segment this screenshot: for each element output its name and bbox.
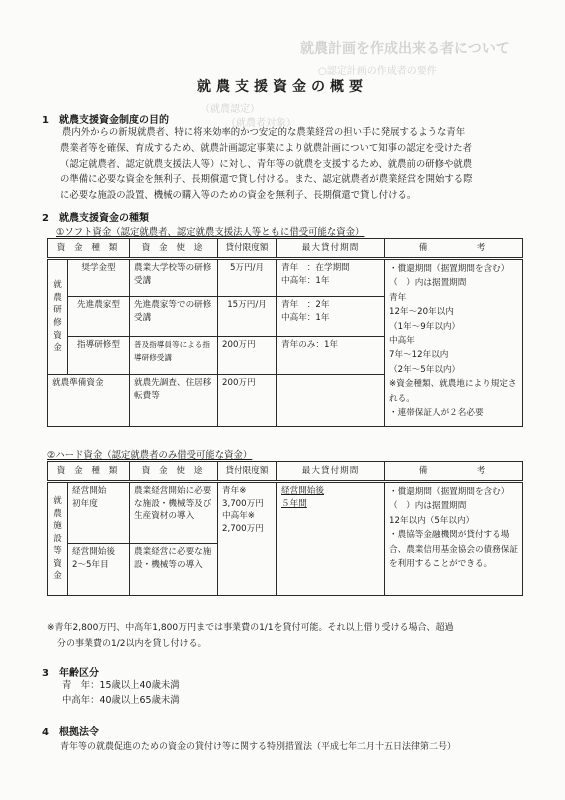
header-max-period: 最大貸付期間 [277,239,385,259]
bleed-through-heading: 就農計画を作成出来る者について [300,41,510,57]
table-row [48,482,523,544]
header-remarks: 備 考 [385,462,523,482]
fund-limit: 青年※ 3,700万円 中高年※ 2,700万円 [218,482,277,596]
fund-name: 奨学金型 [68,259,130,297]
training-fund-group-label: 就 農 研 修 資 金 [48,259,68,375]
section-3-heading: 3 年齢区分 [42,668,99,679]
section-1-body [60,125,473,204]
hard-fund-remarks: ・償還期間（据置期間を含む） （ ）内は据置期間 12年以内（5年以内） ・農協等金融機関が貸付する場合、農業信用基金協会の債務保証を利用することができる。 [385,482,523,596]
table-row [48,259,523,297]
age-category-youth: 青 年：15歳以上40歳未満 [62,680,180,691]
header-fund-type: 資 金 種 類 [48,239,130,259]
footnote-line: ※青年2,800万円、中高年1,800万円までは事業費の1/1を貸付可能。それ以上借り受ける場合、超過 [47,623,454,633]
fund-use: 農業経営に必要な施設・機械等の導入 [130,544,218,596]
fund-name: 就農準備資金 [48,375,130,427]
fund-use: 普及指導員等による指導研修受講 [130,337,218,375]
fund-use: 農業経営開始に必要な施設・機械等及び生産資材の導入 [130,482,218,544]
fund-name: 経営開始後 2～5年目 [68,544,130,596]
fund-use: 就農先調査、住居移転費等 [130,375,218,427]
header-fund-type: 資 金 種 類 [48,462,130,482]
fund-name: 先進農家型 [68,297,130,337]
fund-name: 指導研修型 [68,337,130,375]
fund-limit: 200万円 [218,375,277,427]
header-max-period: 最大貸付期間 [277,462,385,482]
fund-limit: 5万円/月 [218,259,277,297]
hard-table-header-row [48,462,523,482]
hard-fund-caption: ②ハード資金（認定就農者のみ借受可能な資金） [47,450,253,461]
hard-fund-table [47,461,523,596]
age-category-list [62,678,180,708]
section-1-line: 農業者等を確保、育成するため、就農計画認定事業により就農計画について知事の認定を受けた者 [60,142,472,154]
fund-name: 経営開始 初年度 [68,482,130,544]
section-1-line: （認定就農者、認定就農支援法人等）に対し、青年等の就農を支援するため、就農前の研修や就農 [60,158,473,170]
header-loan-limit: 貸付限度額 [218,462,277,482]
footnote-line: 分の事業費の1/2以内を貸し付ける。 [57,638,207,649]
facility-fund-group-label: 就 農 施 設 等 資 金 [48,482,68,596]
header-fund-use: 資 金 使 途 [130,239,218,259]
fund-period: 経営開始後 ５年間 [277,482,385,596]
fund-period: 青年のみ：1年 [277,337,385,375]
header-loan-limit: 貸付限度額 [218,239,277,259]
fund-limit: 15万円/月 [218,297,277,337]
header-remarks: 備 考 [385,239,523,259]
fund-period [277,375,385,427]
fund-period: 青年 ：2年 中高年：1年 [277,297,385,337]
soft-fund-remarks: ・償還期間（据置期間を含む） （ ）内は据置期間 青年 12年～20年以内 （1年～9年以内） 中高年 7年～12年以内 （2年～5年以内） ※資金種類、就農地により規定される。 ・連帯保証人が２名必要 [385,259,523,427]
page-title: 就農支援資金の概要 [197,79,368,95]
legal-basis-text: 青年等の就農促進のための資金の貸付け等に関する特別措置法（平成七年二月十五日法律第二号） [60,742,457,752]
section-1-line: 農内外からの新規就農者、特に将来効率的かつ安定的な農業経営の担い手に発展するような青年 [62,127,466,138]
section-1-heading: 1 就農支援資金制度の目的 [42,115,169,126]
loan-footnote [47,621,454,653]
section-2-heading: 2 就農支援資金の種類 [42,213,149,224]
fund-use: 先進農家等での研修受講 [130,297,218,337]
fund-period: 青年 ：在学期間 中高年：1年 [277,259,385,297]
bleed-through-line: ○認定計画の作成者の要件 [318,66,437,77]
soft-table-header-row [48,239,523,259]
fund-use: 農業大学校等の研修受講 [130,259,218,297]
soft-fund-table [47,238,523,427]
soft-fund-caption: ①ソフト資金（認定就農者、認定就農支援法人等ともに借受可能な資金） [56,227,365,238]
fund-limit: 200万円 [218,337,277,375]
bleed-through-line: （就農認定） [200,104,260,115]
section-1-line: に必要な施設の設置、機械の購入等のための資金を無利子、長期償還で貸し付ける。 [60,190,417,202]
age-category-middle: 中高年：40歳以上65歳未満 [62,695,180,706]
section-4-heading: 4 根拠法令 [42,727,99,738]
header-fund-use: 資 金 使 途 [130,462,218,482]
bleed-through-line: （就農者対象） [226,118,296,129]
section-1-line: の準備に必要な資金を無利子、長期償還で貸し付ける。また、認定就農者が農業経営を開始する際 [60,174,473,186]
